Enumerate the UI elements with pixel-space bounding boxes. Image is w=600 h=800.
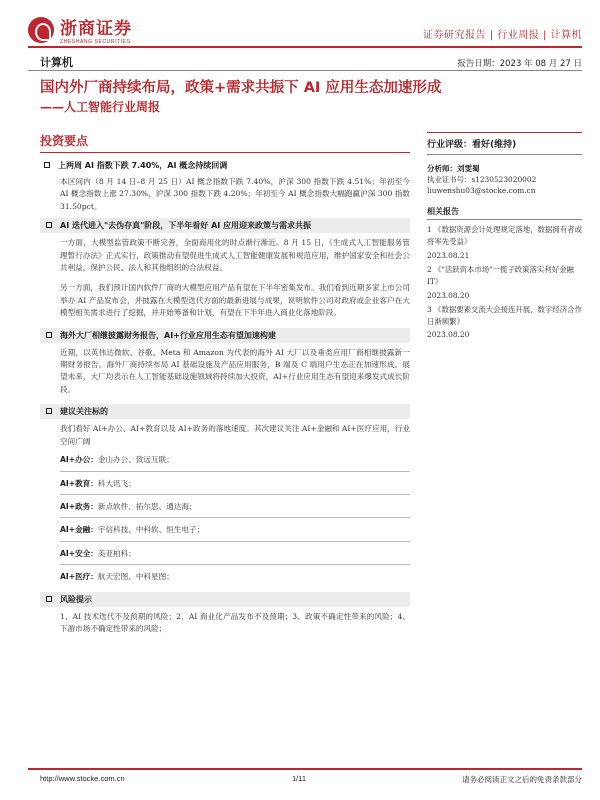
list-item: AI+金融：宇信科技、中科软、恒生电子； [60,525,205,535]
logo-icon [28,17,54,43]
industry-rating: 行业评级：看好(维持) [427,132,582,155]
related-report-link[interactable]: 1 《数据资源会计处理规定落地，数据拥有者或将率先受益》 [427,225,582,247]
square-bullet-icon [44,162,50,168]
related-report-link[interactable]: 3 《数据要素交流大会接连开展，数字经济合作日渐频繁》 [427,304,582,327]
square-bullet-icon [46,332,52,338]
related-report-date: 2023.08.20 [427,330,470,340]
brand-logo [28,14,132,45]
square-bullet-icon [46,408,52,414]
square-bullet-icon [46,222,52,228]
divider [60,564,410,565]
list-item: AI+政务：新点软件、拓尔思、通达海； [60,501,197,511]
paragraph: 近期，以英伟达微软、谷歌、Meta 和 Amazon 为代表的海外 AI 大厂以及垂类应用厂商相继披露新一期财务报告。海外厂商持续布局 AI 基础设施及产品应用服务，B 端及 C 端用户生态正在加速形成。展望未来，大厂均表示在人工智能基础设施领域将持续加大投资，AI+行业应用生态有望迎来爆发式成长阶段。 [60,347,410,394]
logo-name: 浙商证券 [60,19,132,39]
bullet-heading: 建议关注标的 [40,404,410,419]
paragraph: 本区间内（8 月 14 日–8 月 25 日）AI 概念指数下跌 7.40%，沪深 300 指数下跌 4.51%；年初至今 AI 概念指数上涨 27.30%，沪深 300 指数下跌 4.20%；年初至今 AI 概念指数大幅跑赢沪深 300 指数 31.50pct。 [60,177,410,211]
report-category-nav: 证券研究报告 | 行业周报 | 计算机 [423,30,582,41]
paragraph: 1、AI 技术迭代不及预期的风险；2、AI 商业化产品发布不及预期；3、政策不确定性带来的风险；4、下游市场不确定性带来的风险； [60,611,410,633]
divider [60,471,410,472]
footer-disclaimer: 请务必阅读正文之后的免责条款部分 [462,775,582,784]
investment-heading: 投资要点 [40,132,410,153]
report-title: 国内外厂商持续布局，政策+需求共振下 AI 应用生态加速形成 [40,80,442,96]
logo-english: ZHESHANG SECURITIES [60,39,131,45]
paragraph: 我们看好 AI+办公、AI+教育以及 AI+政务的落地速度。其次建议关注 AI+金融和 AI+医疗应用，行业空间广阔 [60,424,410,446]
divider [60,494,410,495]
list-item: AI+医疗：航天宏图、中科星图； [60,572,174,582]
square-bullet-icon [46,596,52,602]
list-item: AI+办公：金山办公、致远互联； [60,455,174,465]
list-item: AI+安全：美亚柏科； [60,548,136,558]
analyst-name: 分析师：刘雯蜀 [427,164,480,173]
analyst-email[interactable]: liuwenshu03@stocke.com.cn [427,186,536,195]
sidebar [427,132,582,339]
related-report-date: 2023.08.20 [427,290,470,300]
analyst-license: 执业证书号：s1230523020002 [427,175,537,184]
list-item: AI+教育：科大讯飞； [60,478,136,488]
related-reports-heading: 相关报告 [427,206,582,220]
related-report-date: 2023.08.21 [427,250,470,260]
related-report-link[interactable]: 2 《"活跃资本市场"一揽子政策落实利好金融 IT》 [427,264,574,287]
report-subtitle: ——人工智能行业周报 [40,100,161,114]
section-tag: 计算机 [40,56,73,69]
title-divider [28,70,582,71]
divider [60,517,410,518]
bullet-heading: 风险提示 [40,592,410,607]
footer-divider [28,768,582,770]
page-number: 1/11 [292,774,307,783]
divider [60,541,410,542]
paragraph: 另一方面，我们预计国内软件厂商的大模型应用产品有望在下半年密集发布。我们看到近期多家上市公司举办 AI 产品发布会，并披露在大模型迭代方面的最新进展与成果，说明软件公司对政府或企业客户在大模型相关需求进行了挖掘，并开始筹备和计划，有望在下半年进入商业化落地阶段。 [60,283,410,318]
main-column [40,132,410,635]
bullet-heading: 海外大厂相继披露财务报告，AI+行业应用生态有望加速构建 [40,328,410,343]
paragraph: 一方面，大模型监管政策不断完善，全面商用化的时点渐行渐近。8 月 15 日，《生成式人工智能服务管理暂行办法》正式实行，政策推动有望促进生成式人工智能健康发展和规范应用，维护国家安全和社会公共利益，保护公民、法人和其他组织的合法权益。 [60,238,410,273]
report-date: 报告日期：2023 年 08 月 27 日 [457,59,582,69]
header-divider [28,46,582,48]
bullet-heading: 上两周 AI 指数下跌 7.40%，AI 概念持续回调 [40,159,410,172]
footer-url[interactable]: http://www.stocke.com.cn [40,774,125,783]
bullet-heading: AI 迭代进入"去伪存真"阶段，下半年看好 AI 应用迎来政策与需求共振 [40,218,410,233]
